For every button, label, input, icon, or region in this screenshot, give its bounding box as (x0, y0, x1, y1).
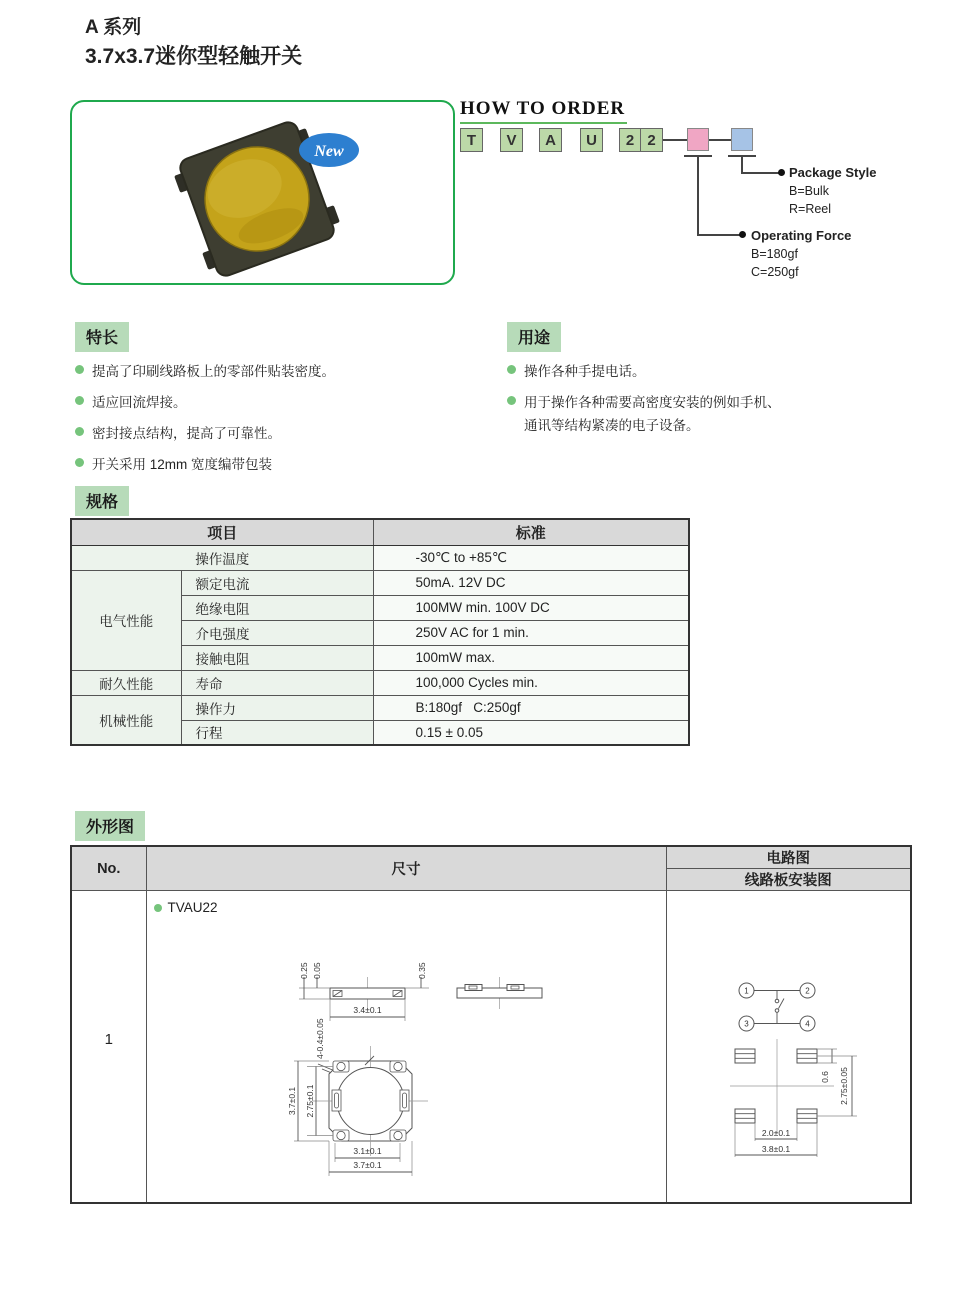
list-item (507, 360, 912, 383)
dim-label: 3.8±0.1 (761, 1144, 790, 1154)
product-photo-frame (70, 100, 455, 285)
feature-text: 开关采用 12mm 宽度编带包装 (92, 457, 273, 472)
list-item (75, 453, 500, 476)
list-item (75, 391, 500, 414)
features-header: 特长 (75, 322, 129, 352)
circuit-and-pcb-drawings (667, 891, 910, 1201)
package-style-option: R=Reel (789, 202, 832, 216)
outline-no-cell (71, 891, 146, 1203)
operating-force-option: B=180gf (751, 247, 798, 261)
code-box-a: A (539, 128, 562, 152)
callout-bullet (778, 169, 785, 176)
spec-value: 100mW max. (373, 645, 689, 670)
dim-label: 3.7±0.1 (352, 1160, 382, 1170)
dim-label: 2.0±0.1 (761, 1128, 790, 1138)
dim-label: 3.4±0.1 (352, 1005, 382, 1015)
table-row (71, 545, 689, 570)
application-text: 用于操作各种需要高密度安装的例如手机、通讯等结构紧凑的电子设备。 (524, 395, 781, 433)
operating-force-option: C=250gf (751, 265, 799, 279)
bullet-icon (507, 396, 516, 405)
dim-label: 0.25 (298, 962, 309, 979)
top-view-drawing (287, 1018, 428, 1176)
bullet-icon (75, 365, 84, 374)
outline-circuit-cell (666, 891, 911, 1203)
product-photo (72, 102, 452, 282)
list-item (75, 422, 500, 445)
connector-line (741, 155, 743, 172)
dim-label: 0.05 (311, 962, 322, 979)
operating-force-box (687, 128, 709, 151)
spec-item: 行程 (181, 720, 373, 745)
pin-number: 2 (804, 986, 810, 996)
application-text: 操作各种手提电话。 (524, 364, 646, 379)
pin-number: 3 (743, 1019, 749, 1029)
table-row (71, 670, 689, 695)
code-box-digits (619, 128, 663, 152)
applications-list (502, 360, 912, 437)
package-style-title: Package Style (789, 165, 877, 180)
spec-item: 额定电流 (181, 570, 373, 595)
code-box-v: V (500, 128, 523, 152)
outline-col-pcb: 线路板安装图 (666, 869, 911, 891)
spec-value: 100MW min. 100V DC (373, 595, 689, 620)
pin-number: 4 (804, 1019, 810, 1029)
table-row (71, 695, 689, 720)
new-badge (299, 133, 359, 167)
dim-label: 2.75±0.1 (304, 1084, 315, 1118)
dim-label: 0.6 (819, 1071, 830, 1083)
feature-text: 适应回流焊接。 (92, 395, 187, 410)
spec-table (70, 518, 690, 746)
dim-label: 3.1±0.1 (352, 1146, 382, 1156)
bullet-icon (507, 365, 516, 374)
feature-text: 提高了印刷线路板上的零部件贴装密度。 (92, 364, 335, 379)
series-title: A 系列 (85, 17, 142, 38)
spec-item: 操作温度 (71, 545, 373, 570)
connector-line (709, 139, 731, 141)
side-view-drawing (299, 962, 429, 1021)
connector-line (663, 139, 687, 141)
how-to-order-title: HOW TO ORDER (460, 98, 627, 124)
outline-header: 外形图 (75, 811, 145, 841)
callout-bullet (739, 231, 746, 238)
code-box-t: T (460, 128, 483, 152)
spec-col-item: 项目 (71, 519, 373, 545)
spec-item: 介电强度 (181, 620, 373, 645)
spec-item: 绝缘电阻 (181, 595, 373, 620)
applications-header: 用途 (507, 322, 561, 352)
new-badge-label: New (314, 143, 344, 160)
package-style-box (731, 128, 753, 151)
features-section (70, 322, 500, 476)
dimension-drawings (147, 891, 665, 1201)
spec-item: 操作力 (181, 695, 373, 720)
outline-row-number: 1 (104, 1031, 113, 1048)
spec-value: 100,000 Cycles min. (373, 670, 689, 695)
specifications-section (70, 486, 690, 742)
spec-value: B:180gf C:250gf (373, 695, 689, 720)
table-row (71, 570, 689, 595)
spec-value: 250V AC for 1 min. (373, 620, 689, 645)
list-item (507, 391, 912, 437)
applications-section (502, 322, 912, 437)
features-list (70, 360, 500, 476)
operating-force-title: Operating Force (751, 228, 852, 243)
connector-line (697, 155, 699, 235)
feature-text: 密封接点结构，提高了可靠性。 (92, 426, 281, 441)
list-item (75, 360, 500, 383)
outline-col-circuit: 电路图 (666, 846, 911, 869)
outline-col-dimensions: 尺寸 (146, 846, 666, 891)
spec-item: 寿命 (181, 670, 373, 695)
circuit-diagram (739, 983, 815, 1031)
spec-item: 接触电阻 (181, 645, 373, 670)
spec-category: 耐久性能 (71, 670, 181, 695)
dim-label: 4-0.4±0.05 (314, 1018, 325, 1059)
side-view-2-drawing (457, 977, 542, 1009)
table-row (71, 891, 911, 1203)
bullet-icon (75, 396, 84, 405)
spec-value: 0.15 ± 0.05 (373, 720, 689, 745)
spec-category: 机械性能 (71, 695, 181, 745)
product-title: 3.7x3.7迷你型轻触开关 (85, 45, 303, 68)
digit-box-1: 2 (619, 128, 641, 152)
bullet-icon (75, 458, 84, 467)
spec-value: 50mA. 12V DC (373, 570, 689, 595)
dim-label: 2.75±0.05 (838, 1067, 849, 1105)
how-to-order-section (450, 95, 980, 300)
pin-number: 1 (743, 986, 749, 996)
spec-category: 电气性能 (71, 570, 181, 670)
dim-label: 3.7±0.1 (286, 1086, 297, 1116)
code-box-u: U (580, 128, 603, 152)
outline-col-no: No. (71, 846, 146, 891)
spec-value: -30℃ to +85℃ (373, 545, 689, 570)
outline-section (70, 811, 912, 1170)
spec-col-standard: 标准 (373, 519, 689, 545)
outline-table (70, 845, 912, 1204)
pcb-pattern (730, 1039, 857, 1157)
dim-label: 0.35 (416, 962, 427, 979)
specifications-header: 规格 (75, 486, 129, 516)
package-style-option: B=Bulk (789, 184, 829, 198)
connector-line (697, 234, 741, 236)
bullet-icon (75, 427, 84, 436)
connector-line (741, 172, 779, 174)
part-number: TVAU22 (167, 900, 218, 915)
outline-dimensions-cell (146, 891, 666, 1203)
digit-box-2: 2 (641, 128, 663, 152)
